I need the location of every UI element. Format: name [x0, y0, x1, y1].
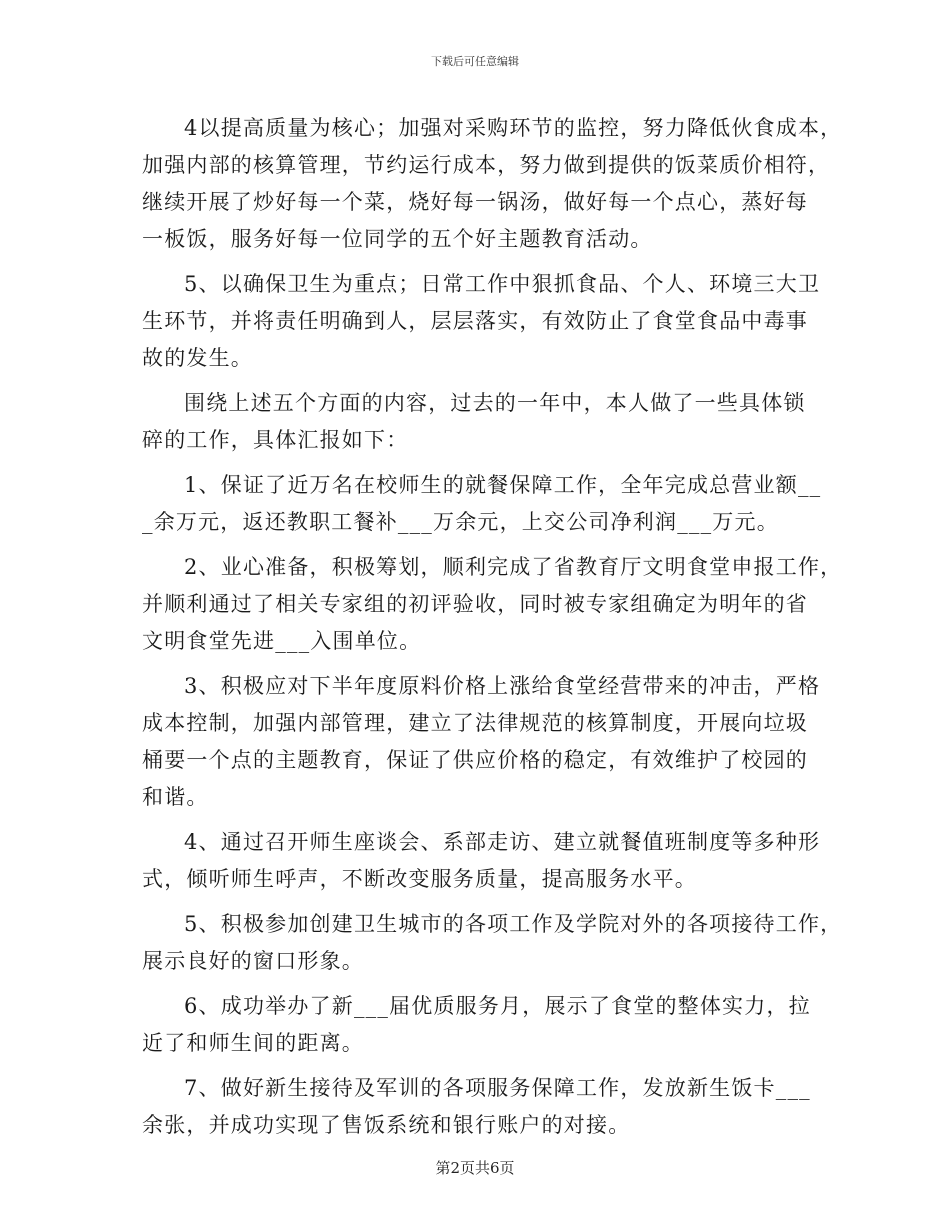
text-line: 加强内部的核算管理，节约运行成本，努力做到提供的饭菜质价相符，: [142, 153, 831, 177]
text-line: 继续开展了炒好每一个菜，烧好每一锅汤，做好每一个点心，蒸好每: [142, 190, 808, 214]
text-line: 4以提高质量为核心；加强对采购环节的监控，努力降低伙食成本，: [184, 116, 843, 140]
paragraph: [142, 824, 832, 898]
paragraph: [142, 668, 832, 816]
text-line: 式，倾听师生呼声，不断改变服务质量，提高服务水平。: [142, 867, 697, 891]
text-line: 文明食堂先进___入围单位。: [142, 629, 422, 653]
text-line: 生环节，并将责任明确到人，层层落实，有效防止了食堂食品中毒事: [142, 309, 808, 333]
text-line: _余万元，返还教职工餐补___万余元，上交公司净利润___万元。: [142, 510, 779, 534]
text-line: 5、以确保卫生为重点；日常工作中狠抓食品、个人、环境三大卫: [184, 272, 821, 296]
text-line: 近了和师生间的距离。: [142, 1031, 364, 1055]
text-line: 一板饭，服务好每一位同学的五个好主题教育活动。: [142, 227, 653, 251]
text-line: 余张，并成功实现了售饭系统和银行账户的对接。: [142, 1113, 631, 1137]
text-line: 7、做好新生接待及军训的各项服务保障工作，发放新生饭卡___: [184, 1076, 811, 1100]
paragraph: [142, 549, 843, 660]
paragraph: [142, 110, 843, 258]
page-number: 第2页共6页: [435, 1159, 515, 1177]
paragraph: [142, 906, 843, 980]
text-line: 桶要一个点的主题教育，保证了供应价格的稳定，有效维护了校园的: [142, 748, 808, 772]
page-header: 下载后可任意编辑: [431, 55, 519, 68]
text-line: 成本控制，加强内部管理，建立了法律规范的核算制度，开展向垃圾: [142, 711, 808, 735]
paragraph: [142, 467, 832, 541]
document-body: [142, 110, 843, 1144]
text-line: 和谐。: [142, 785, 209, 809]
text-line: 5、积极参加创建卫生城市的各项工作及学院对外的各项接待工作，: [184, 912, 843, 936]
text-line: 碎的工作，具体汇报如下：: [142, 428, 409, 452]
paragraph: [142, 385, 832, 459]
text-line: 1、保证了近万名在校师生的就餐保障工作，全年完成总营业额__: [184, 473, 822, 497]
text-line: 3、积极应对下半年度原料价格上涨给食堂经营带来的冲击，严格: [184, 674, 821, 698]
text-line: 6、成功举办了新___届优质服务月，展示了食堂的整体实力，拉: [184, 994, 811, 1018]
paragraph: [142, 1070, 832, 1144]
text-line: 围绕上述五个方面的内容，过去的一年中，本人做了一些具体锁: [184, 391, 806, 415]
text-line: 展示良好的窗口形象。: [142, 949, 364, 973]
text-line: 4、通过召开师生座谈会、系部走访、建立就餐值班制度等多种形: [184, 830, 821, 854]
paragraph: [142, 988, 832, 1062]
text-line: 故的发生。: [142, 346, 253, 370]
paragraph: [142, 266, 832, 377]
text-line: 2、业心准备，积极筹划，顺利完成了省教育厅文明食堂申报工作，: [184, 555, 843, 579]
text-line: 并顺利通过了相关专家组的初评验收，同时被专家组确定为明年的省: [142, 592, 808, 616]
